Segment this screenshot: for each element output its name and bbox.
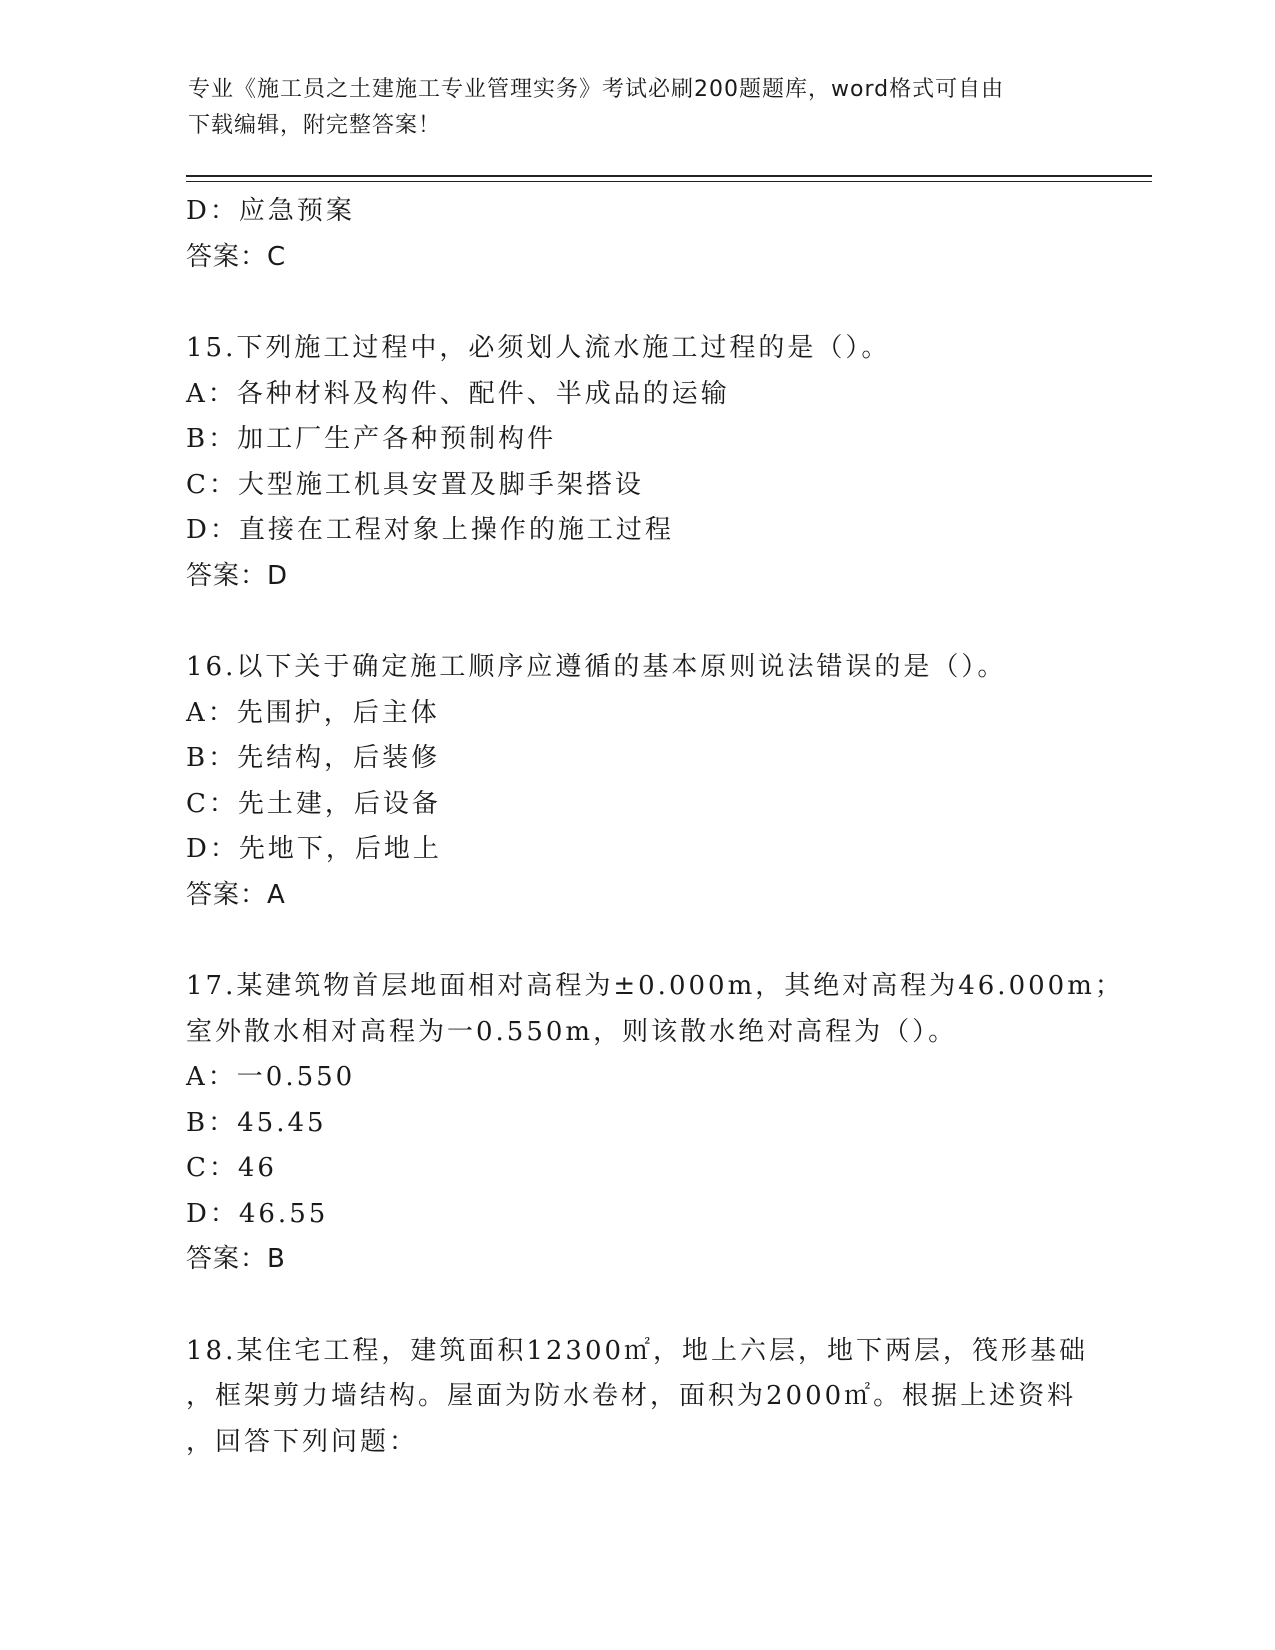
- question-stem: 17.某建筑物首层地面相对高程为±0.000m，其绝对高程为46.000m；: [186, 971, 1124, 1001]
- answer-line: 答案：A: [186, 879, 286, 910]
- question-stem: 16.以下关于确定施工顺序应遵循的基本原则说法错误的是（）。: [186, 652, 1007, 682]
- question-18: [186, 1329, 1089, 1466]
- option-c: C：大型施工机具安置及脚手架搭设: [186, 469, 644, 500]
- option-a: A：各种材料及构件、配件、半成品的运输: [186, 378, 730, 409]
- previous-question-tail: [186, 189, 1086, 280]
- question-stem-continued: ，框架剪力墙结构。屋面为防水卷材，面积为2000㎡。根据上述资料: [186, 1381, 1077, 1411]
- question-17: [186, 964, 1124, 1283]
- option-b: B：加工厂生产各种预制构件: [186, 424, 557, 454]
- question-15: [186, 326, 1086, 599]
- answer-line: 答案：B: [186, 1244, 286, 1274]
- option-a: A：先围护，后主体: [186, 697, 440, 728]
- question-stem-continued: 室外散水相对高程为一0.550m，则该散水绝对高程为（）。: [186, 1016, 958, 1047]
- question-stem: 15.下列施工过程中，必须划人流水施工过程的是（）。: [186, 333, 891, 363]
- header-divider-thick: [186, 175, 1152, 177]
- header-line-1: 专业《施工员之土建施工专业管理实务》考试必刷200题题库，word格式可自由: [188, 77, 1005, 102]
- question-stem-continued: ，回答下列问题：: [186, 1426, 419, 1457]
- option-d: D：46.55: [186, 1198, 329, 1229]
- header-line-2: 下载编辑，附完整答案！: [188, 113, 442, 138]
- option-d: D：直接在工程对象上操作的施工过程: [186, 515, 674, 545]
- header-divider-thin: [186, 181, 1152, 182]
- option-d: D：应急预案: [186, 196, 355, 226]
- option-c: C：先土建，后设备: [186, 788, 441, 819]
- option-a: A：一0.550: [186, 1062, 356, 1092]
- document-body: [186, 189, 1124, 1465]
- option-b: B：先结构，后装修: [186, 743, 441, 773]
- answer-line: 答案：C: [186, 241, 287, 272]
- document-header: [188, 72, 1068, 144]
- option-c: C：46: [186, 1153, 277, 1183]
- option-d: D：先地下，后地上: [186, 834, 442, 864]
- option-b: B：45.45: [186, 1107, 327, 1138]
- question-16: [186, 645, 1086, 918]
- answer-line: 答案：D: [186, 560, 289, 591]
- question-stem: 18.某住宅工程，建筑面积12300㎡，地上六层，地下两层，筏形基础: [186, 1335, 1089, 1366]
